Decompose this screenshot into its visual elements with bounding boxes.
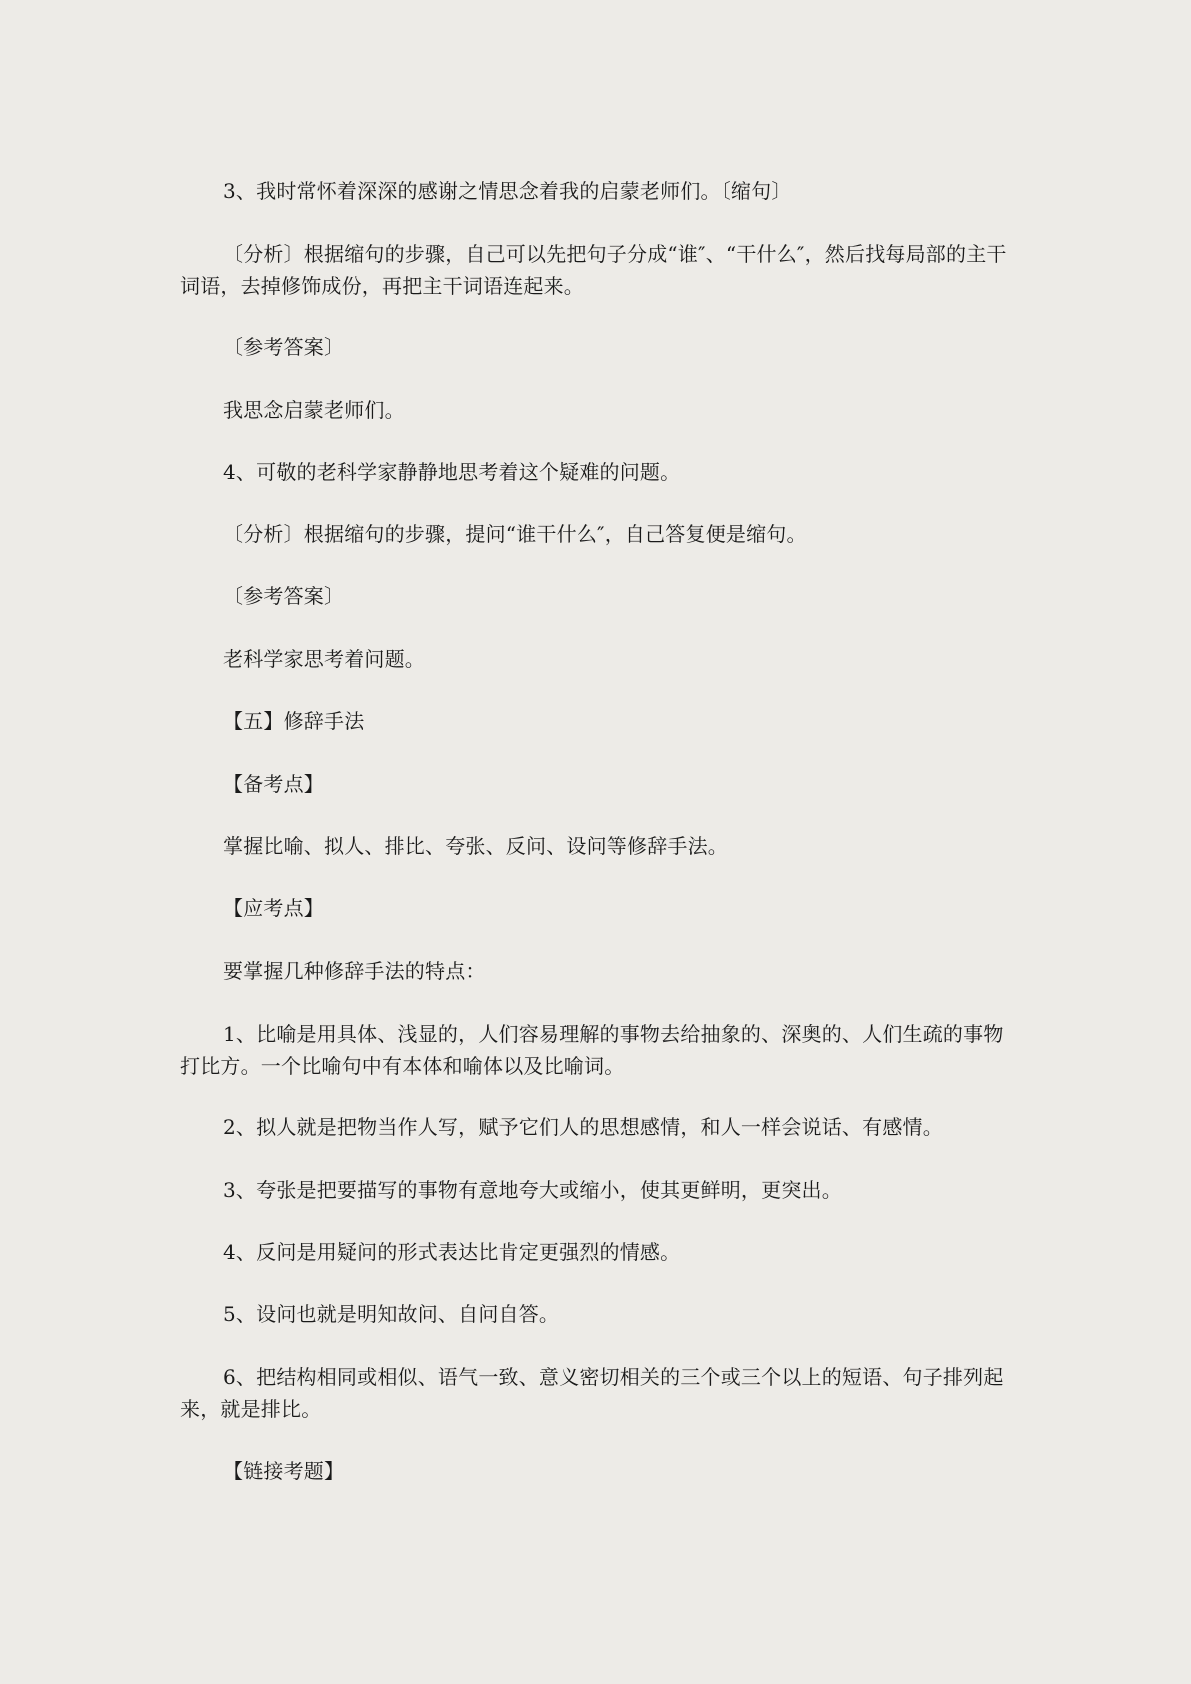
paragraph-answer-heading-3: 〔参考答案〕 <box>223 335 345 359</box>
paragraph-answer-3: 我思念启蒙老师们。 <box>223 398 405 422</box>
subheading-exam-points: 【应考点】 <box>223 896 324 920</box>
paragraph-example-4: 4、可敬的老科学家静静地思考着这个疑难的问题。 <box>223 460 681 484</box>
paragraph-features-intro: 要掌握几种修辞手法的特点： <box>223 959 486 983</box>
paragraph-metaphor: 1、比喻是用具体、浅显的，人们容易理解的事物去给抽象的、深奥的、人们生疏的事物打比方。一个比喻句中有本体和喻体以及比喻词。 <box>180 1022 1004 1078</box>
paragraph-self-answered-question: 5、设问也就是明知故问、自问自答。 <box>223 1302 560 1326</box>
paragraph-answer-heading-4: 〔参考答案〕 <box>223 584 345 608</box>
paragraph-rhetorical-question: 4、反问是用疑问的形式表达比肯定更强烈的情感。 <box>223 1240 681 1264</box>
paragraph-parallelism: 6、把结构相同或相似、语气一致、意义密切相关的三个或三个以上的短语、句子排列起来，就是排比。 <box>180 1365 1004 1421</box>
subheading-preparation-points: 【备考点】 <box>223 772 324 796</box>
section-heading-rhetoric: 【五】修辞手法 <box>223 709 365 733</box>
paragraph-personification: 2、拟人就是把物当作人写，赋予它们人的思想感情，和人一样会说话、有感情。 <box>223 1115 943 1139</box>
paragraph-hyperbole: 3、夸张是把要描写的事物有意地夸大或缩小，使其更鲜明，更突出。 <box>223 1178 842 1202</box>
paragraph-answer-4: 老科学家思考着问题。 <box>223 647 425 671</box>
paragraph-example-3: 3、我时常怀着深深的感谢之情思念着我的启蒙老师们。〔缩句〕 <box>223 179 792 203</box>
paragraph-analysis-4: 〔分析〕根据缩句的步骤，提问“谁干什么″，自己答复便是缩句。 <box>223 522 807 546</box>
paragraph-analysis-3: 〔分析〕根据缩句的步骤，自己可以先把句子分成“谁″、“干什么″，然后找每局部的主干词语，去掉修饰成份，再把主干词语连起来。 <box>180 242 1007 298</box>
paragraph-preparation-content: 掌握比喻、拟人、排比、夸张、反问、设问等修辞手法。 <box>223 834 728 858</box>
subheading-linked-questions: 【链接考题】 <box>223 1459 345 1483</box>
